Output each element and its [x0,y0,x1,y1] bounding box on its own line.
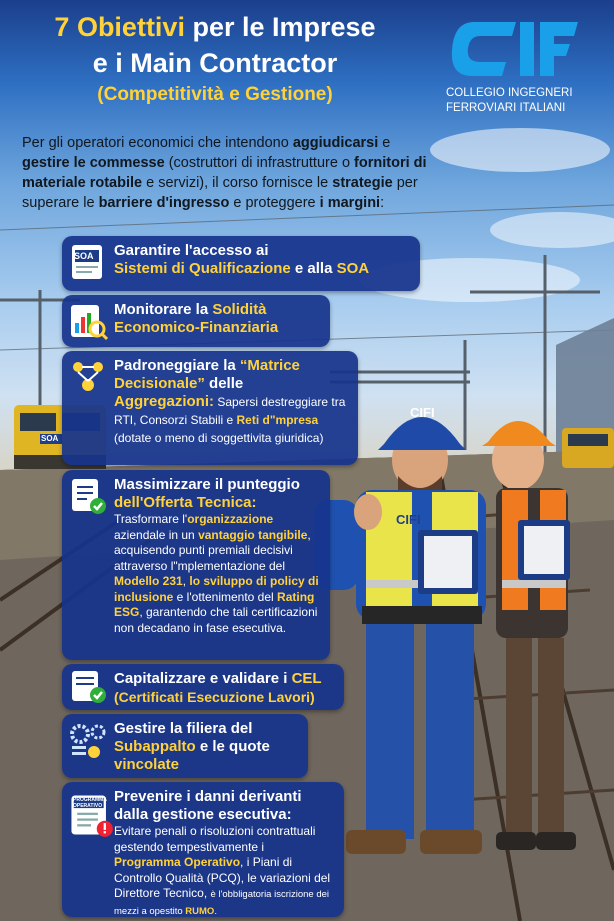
title-line-2: e i Main Contractor [92,48,338,78]
objective-3 [62,351,358,465]
checklist-icon [68,476,108,516]
financial-report-icon [68,301,108,341]
intro-paragraph: Per gli operatori economici che intendono aggiudicarsi e gestire le commesse (costruttori di infrastrutture o fornitori di materiale rotabile e servizi), il corso fornisce le strategie per superare le barriere d'ingresso e proteggere i margini: [22,134,427,211]
logo-line-1: COLLEGIO INGEGNERI [446,87,573,99]
cifi-logo-icon [446,14,586,84]
objective-1-title: Garantire l'accesso ai Sistemi di Qualificazione e alla SOA [114,242,370,277]
objective-6 [62,714,308,778]
objective-3-title: Padroneggiare la “Matrice Decisionale” delle Aggregazioni: Sapersi destreggiare tra RTI, Consorzi Stabili e Reti d"mpresa (dotate o meno di soggettivita giuridica) [114,357,346,445]
objective-2-title: Monitorare la Solidità Economico-Finanziaria [114,301,279,336]
objective-7-body: Evitare penali o risoluzioni contrattuali gestendo tempestivamente i Programma Operativo, i Piani di Controllo Qualità (PCQ), le variazioni del Direttore Tecnico, è l'obbligatoria iscrizione dei mezzi a opestito RUMO. [114,824,331,917]
title-line-3: (Competitività e Gestione) [97,84,333,105]
gears-worker-icon [68,722,108,762]
objective-5-title: Capitalizzare e validare i CEL (Certificati Esecuzione Lavori) [114,670,322,705]
logo-text [446,86,596,116]
vest-label: CIFI [396,512,421,527]
soa-document-icon [68,242,108,282]
soa-icon-label: SOA [74,251,94,261]
team-network-icon [68,357,108,397]
logo-line-2: FERROVIARI ITALIANI [446,102,566,114]
objective-4 [62,470,330,660]
objective-4-title: Massimizzare il punteggio dell'Offerta Tecnica: [114,476,300,511]
icon-label-programma: PROGRAMMA [73,797,107,803]
certificate-check-icon [68,667,108,707]
title-line-1: 7 Obiettivi per le Imprese [54,12,376,42]
objective-1 [62,236,420,291]
icon-label-operativo: OPERATIVO [73,803,103,809]
train-label: SOA [41,434,59,443]
helmet-label: CIFI [410,405,435,420]
objective-4-body: Trasformare l'organizzazione aziendale in un vantaggio tangibile, acquisendo punti premiali decisivi attraverso l"mplementazione del Modello 231, lo sviluppo di policy di inclusione e l'ottenimento del Rating ESG, garantendo che tali certificazioni non decadano in fase esecutiva. [114,512,319,635]
objective-7-title: Prevenire i danni derivanti dalla gestione esecutiva: [114,788,302,823]
objective-2 [62,295,330,347]
objective-7 [62,782,344,917]
objective-5 [62,664,344,710]
worker-orange [482,421,576,850]
objective-6-title: Gestire la filiera del Subappalto e le quote vincolate [114,720,270,773]
